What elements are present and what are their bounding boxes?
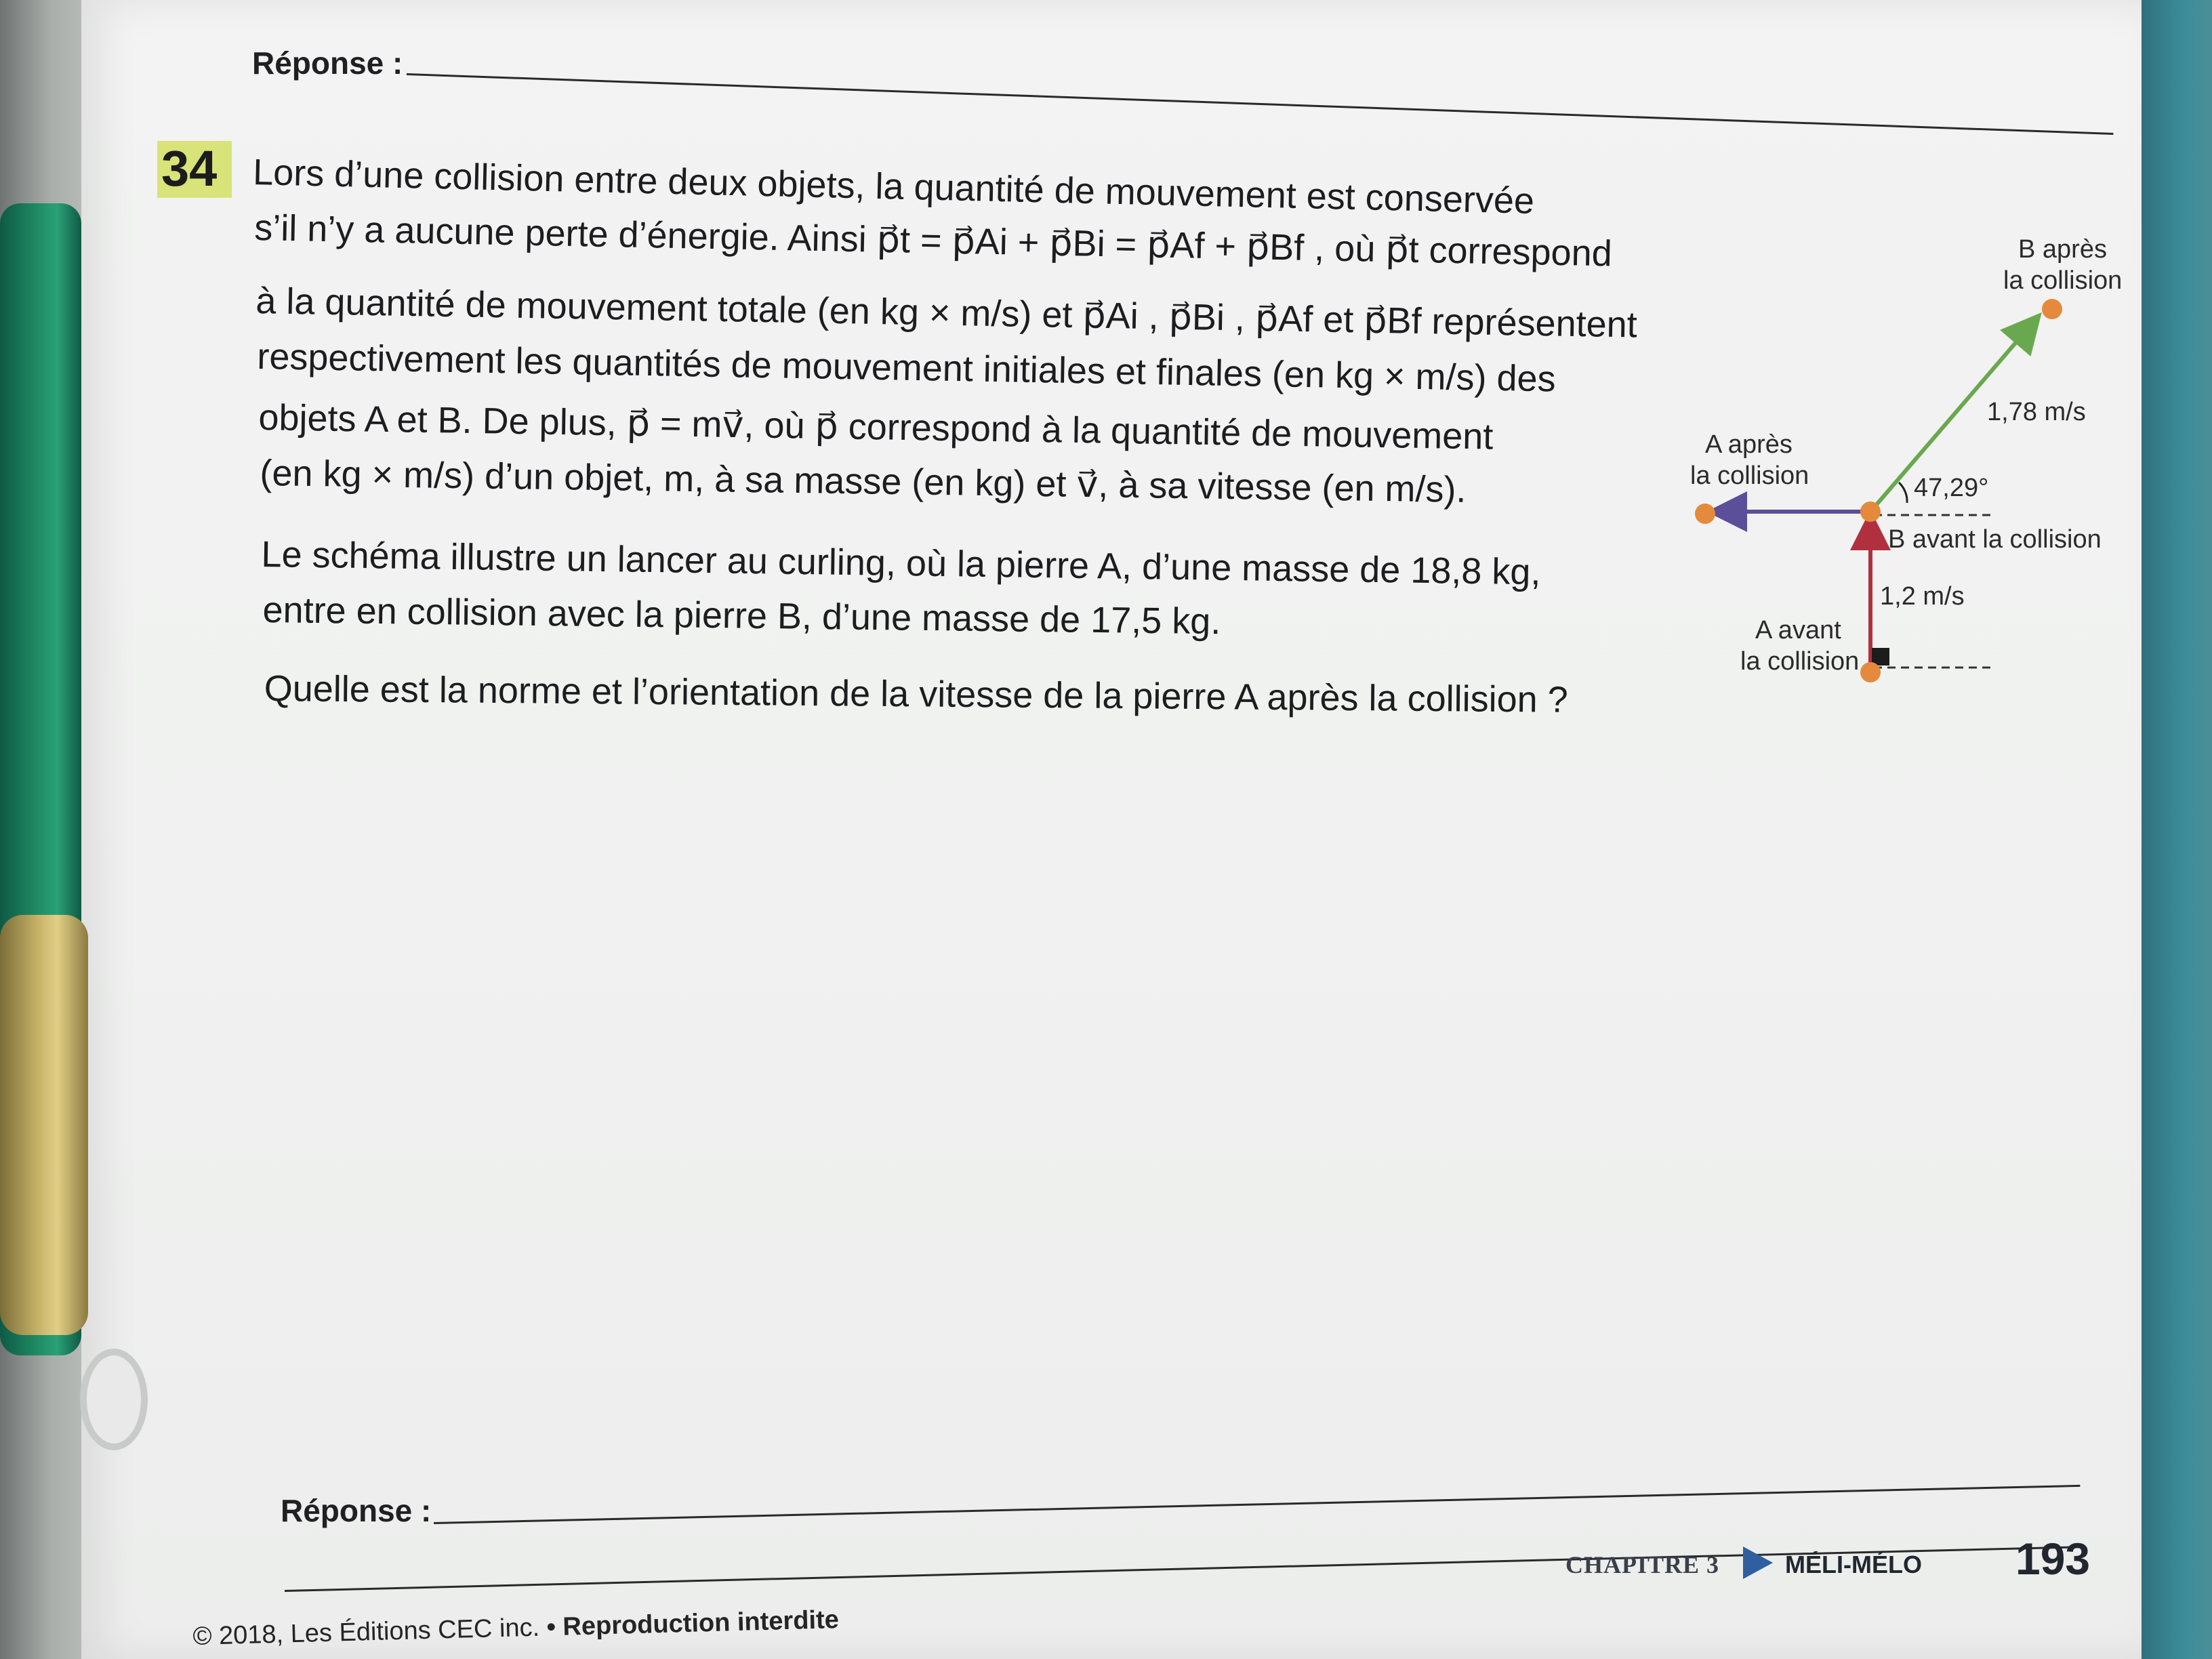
label-speed-b-after: 1,78 m/s — [1987, 398, 2086, 426]
copyright-text: © 2018, Les Éditions CEC inc. — [192, 1613, 540, 1651]
background-right-cover — [2142, 0, 2212, 1659]
label-a-before-line-1: A avant — [1755, 616, 1841, 644]
label-b-before: B avant la collision — [1888, 525, 2102, 554]
page-number: 193 — [2015, 1534, 2091, 1584]
bottom-answer-label: Réponse : — [281, 1493, 432, 1528]
label-b-after-line-2: la collision — [2003, 266, 2123, 295]
paragraph-line: respectivement les quantités de mouvement initiales et finales (en kg × m/s) des — [256, 335, 1557, 400]
paragraph-line: (en kg × m/s) d’un objet, m, à sa masse (en kg) et v⃗, à sa vitesse (en m/s). — [260, 452, 1467, 510]
footer-chapter: CHAPITRE 3 — [1565, 1551, 1720, 1578]
exercise-number: 34 — [161, 140, 218, 197]
stone-a-before — [1860, 662, 1881, 682]
paragraph-line: s’il n’y a aucune perte d’énergie. Ainsi p⃗t = p⃗Ai + p⃗Bi = p⃗Af + p⃗Bf , où p⃗t correspond — [253, 207, 1613, 274]
label-a-after-line-1: A après — [1705, 430, 1793, 459]
binder-hole — [80, 1349, 148, 1450]
pencil-grip — [0, 915, 88, 1335]
angle-arc — [1899, 483, 1907, 503]
top-answer-label: Réponse : — [252, 45, 403, 81]
label-b-after-line-1: B après — [2018, 235, 2107, 264]
label-a-before-line-2: la collision — [1740, 647, 1860, 676]
paragraph-line: à la quantité de mouvement totale (en kg × m/s) et p⃗Ai , p⃗Bi , p⃗Af et p⃗Bf représentent — [255, 280, 1638, 346]
paragraph-line: objets A et B. De plus, p⃗ = mv⃗, où p⃗ correspond à la quantité de mouvement — [258, 396, 1494, 457]
copyright-notice: • Reproduction interdite — [546, 1605, 840, 1642]
paragraph-line: Le schéma illustre un lancer au curling, où la pierre A, d’une masse de 18,8 kg, — [261, 533, 1541, 593]
label-angle: 47,29° — [1914, 474, 1989, 502]
collision-diagram — [1667, 230, 2142, 705]
stone-a-after — [1695, 504, 1715, 524]
label-a-after-line-2: la collision — [1690, 462, 1809, 490]
footer-section: MÉLI-MÉLO — [1785, 1551, 1922, 1578]
paragraph-line: entre en collision avec la pierre B, d’une masse de 17,5 kg. — [262, 589, 1221, 642]
right-angle-marker — [1872, 648, 1889, 665]
chapter-arrow-icon — [1740, 1544, 1776, 1582]
label-speed-a-before: 1,2 m/s — [1880, 582, 1965, 611]
stone-b-after — [2042, 299, 2062, 319]
paragraph-line: Lors d’une collision entre deux objets, la quantité de mouvement est conservée — [252, 151, 1535, 222]
exercise-question: Quelle est la norme et l’orientation de la vitesse de la pierre A après la collision ? — [264, 668, 1568, 720]
stone-b-before — [1860, 501, 1881, 522]
